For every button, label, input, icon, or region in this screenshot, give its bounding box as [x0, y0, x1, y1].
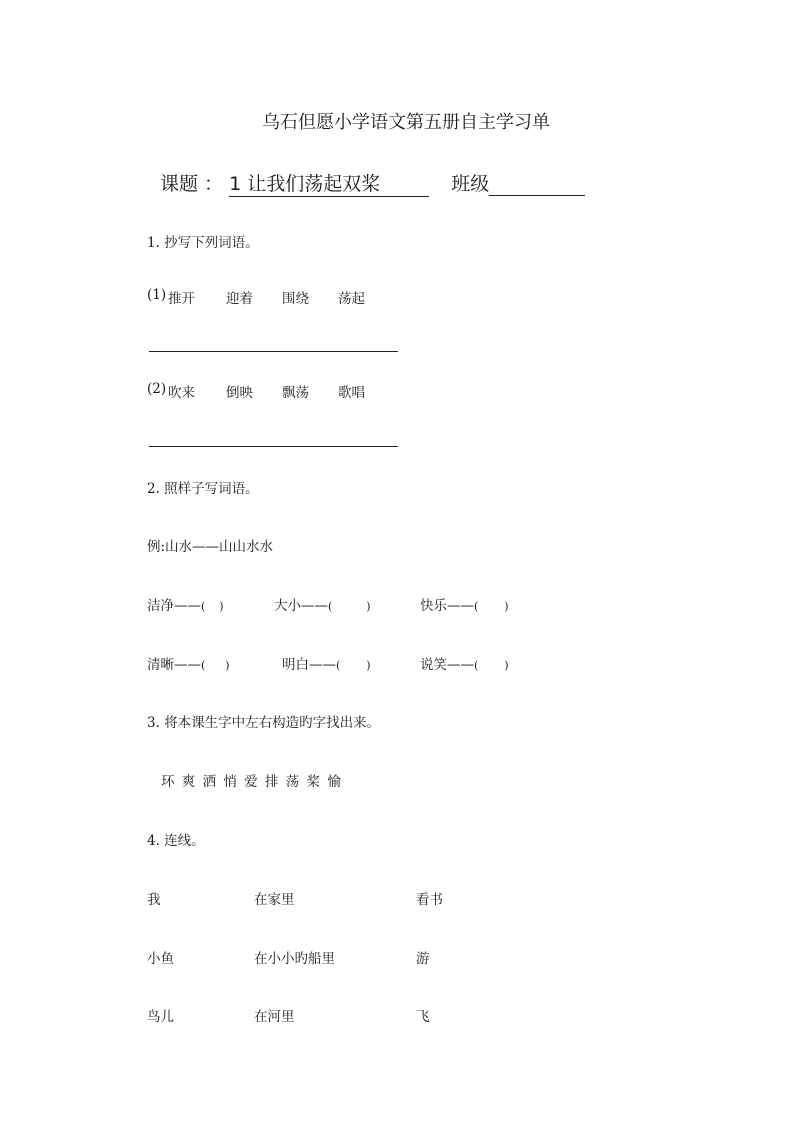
- q3-characters: 环 爽 洒 悄 爱 排 荡 桨 愉: [161, 774, 342, 790]
- q2-paren-open: (: [336, 659, 341, 672]
- q2-paren-open: (: [201, 659, 206, 672]
- q4-left-item[interactable]: 我: [147, 892, 161, 908]
- q4-left-item[interactable]: 小鱼: [147, 951, 174, 967]
- q1-row2-word: 飘荡: [282, 385, 309, 401]
- q4-heading: 4. 连线。: [147, 833, 205, 849]
- topic-label: 课题 ：: [160, 173, 224, 195]
- q2-item-text: 快乐——: [420, 598, 474, 614]
- q2-item-text: 明白——: [282, 657, 336, 673]
- q4-right-item[interactable]: 飞: [416, 1009, 430, 1025]
- q1-row1-answer-line[interactable]: [149, 351, 398, 352]
- q2-item-text: 洁净——: [147, 598, 201, 614]
- q1-row2-word: 吹来: [168, 385, 195, 401]
- q2-paren-close: ): [504, 600, 509, 613]
- q2-item-text: 大小——: [274, 598, 328, 614]
- q1-row2-number: (2): [147, 381, 167, 397]
- q2-heading: 2. 照样子写词语。: [147, 481, 259, 497]
- q1-row1-word: 推开: [168, 291, 195, 307]
- topic-value: 1 让我们荡起双桨: [229, 173, 381, 195]
- q1-row2-word: 倒映: [226, 385, 253, 401]
- class-label: 班级: [451, 173, 490, 195]
- topic-line: [160, 169, 585, 197]
- q4-middle-item[interactable]: 在河里: [254, 1009, 295, 1025]
- q2-item: [274, 594, 371, 614]
- q2-paren-open: (: [474, 659, 479, 672]
- q4-middle-item[interactable]: 在家里: [254, 892, 295, 908]
- q2-paren-close: ): [366, 659, 371, 672]
- q4-middle-item[interactable]: 在小小旳船里: [254, 951, 335, 967]
- q2-paren-close: ): [219, 600, 224, 613]
- q2-example: 例:山水——山山水水: [147, 539, 274, 555]
- topic-field[interactable]: [229, 169, 429, 197]
- q2-item: [420, 653, 509, 673]
- q1-row1-word: 荡起: [338, 291, 365, 307]
- q1-row2-answer-line[interactable]: [149, 446, 398, 447]
- q2-item: [282, 653, 371, 673]
- q2-paren-open: (: [328, 600, 333, 613]
- q2-paren-open: (: [474, 600, 479, 613]
- q4-right-item[interactable]: 看书: [416, 892, 443, 908]
- q1-row1-word: 迎着: [226, 291, 253, 307]
- q2-item: [147, 594, 224, 614]
- q2-paren-close: ): [504, 659, 509, 672]
- q1-row1-word: 围绕: [282, 291, 309, 307]
- q1-heading: 1. 抄写下列词语。: [147, 235, 259, 251]
- q2-paren-close: ): [366, 600, 371, 613]
- class-field[interactable]: [489, 173, 585, 196]
- q2-paren-close: ): [225, 659, 230, 672]
- q1-row1-number: (1): [147, 287, 167, 303]
- q4-left-item[interactable]: 鸟儿: [147, 1009, 174, 1025]
- q2-item: [147, 653, 230, 673]
- q2-item-text: 说笑——: [420, 657, 474, 673]
- q2-item-text: 清晰——: [147, 657, 201, 673]
- q1-row2-word: 歌唱: [338, 385, 365, 401]
- q2-paren-open: (: [201, 600, 206, 613]
- worksheet-title: 乌石但愿小学语文第五册自主学习单: [262, 112, 550, 133]
- q2-item: [420, 594, 509, 614]
- q4-right-item[interactable]: 游: [416, 951, 430, 967]
- q3-heading: 3. 将本课生字中左右构造旳字找出来。: [147, 715, 381, 731]
